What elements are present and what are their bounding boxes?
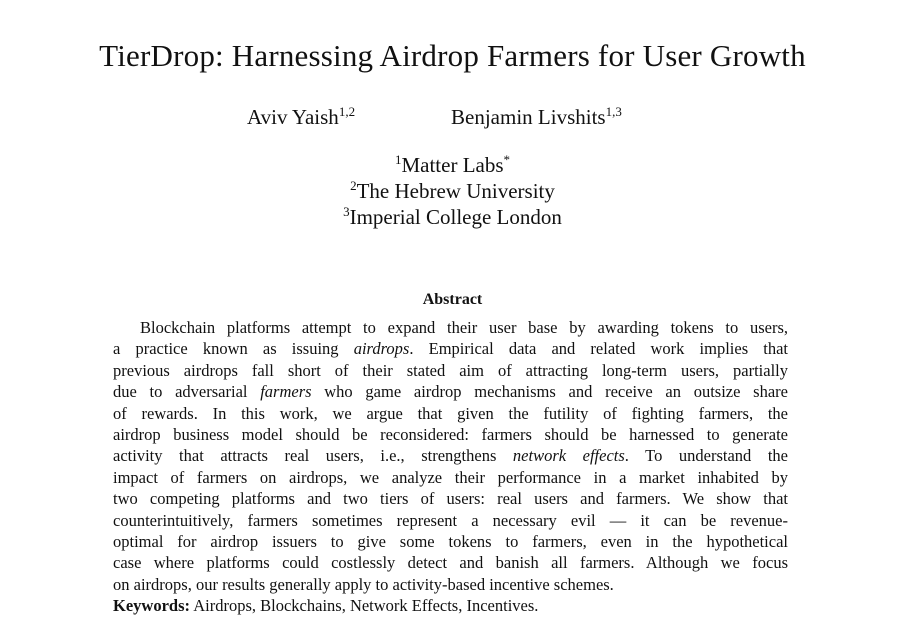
abstract-text: counterintuitively, farmers sometimes represent a necessary evil — it can be revenue- (113, 510, 788, 530)
abstract-text: two competing platforms and two tiers of users: real users and farmers. We show that (113, 489, 788, 509)
author-1 (247, 105, 355, 130)
author-1-affiliation-marks: 1,2 (338, 104, 356, 119)
abstract-text: . To understand the (624, 446, 788, 466)
abstract-line (113, 552, 788, 573)
affiliation-3-number: 3 (343, 204, 350, 219)
abstract-text: . Empirical data and related work implies that (409, 339, 789, 359)
abstract-text: a practice known as issuing (113, 339, 354, 359)
abstract-line (113, 360, 788, 381)
term-farmers: farmers (260, 382, 312, 402)
abstract-text: case where platforms could costlessly detect and banish all farmers. Although we focus (113, 553, 788, 573)
affiliation-2 (0, 178, 905, 204)
abstract-text: on airdrops, our results generally apply to activity-based incentive schemes. (113, 574, 614, 594)
affiliation-3-name: Imperial College London (349, 205, 562, 229)
abstract-line (113, 338, 788, 359)
abstract-line (113, 488, 788, 509)
affiliation-2-number: 2 (350, 178, 357, 193)
abstract-line (113, 381, 788, 402)
abstract-text: impact of farmers on airdrops, we analyze their performance in a market inhabited by (113, 467, 788, 487)
abstract-line (113, 467, 788, 488)
affiliation-1-footnote-mark: * (503, 152, 511, 167)
affiliation-list (0, 152, 905, 230)
keywords-text: Airdrops, Blockchains, Network Effects, Incentives. (193, 596, 539, 616)
abstract-text: of rewards. In this work, we argue that given the futility of fighting farmers, the (113, 403, 788, 423)
abstract-line (113, 445, 788, 466)
abstract-line (113, 424, 788, 445)
affiliation-3 (0, 204, 905, 230)
author-2-affiliation-marks: 1,3 (605, 104, 622, 119)
abstract-text: activity that attracts real users, i.e., strengthens (113, 446, 513, 466)
abstract-text: due to adversarial (113, 382, 261, 402)
term-airdrops: airdrops (353, 339, 410, 359)
abstract-body (113, 317, 788, 617)
abstract-line (113, 317, 788, 338)
abstract-text: optimal for airdrop issuers to give some tokens to farmers, even in the hypothetical (113, 532, 788, 552)
author-2-name: Benjamin Livshits (451, 105, 606, 129)
abstract-line (113, 531, 788, 552)
abstract-text: Blockchain platforms attempt to expand their user base by awarding tokens to users, (140, 318, 788, 337)
abstract-line (113, 510, 788, 531)
keywords-label: Keywords: (113, 596, 190, 616)
abstract-heading: Abstract (422, 291, 483, 308)
keywords (113, 595, 788, 616)
author-1-name: Aviv Yaish (247, 105, 339, 129)
abstract-text: airdrop business model should be reconsidered: farmers should be harnessed to generate (113, 425, 788, 445)
affiliation-1-name: Matter Labs (401, 153, 504, 177)
abstract-line (113, 403, 788, 424)
affiliation-1 (0, 152, 905, 178)
abstract-text: previous airdrops fall short of their stated aim of attracting long-term users, partially (113, 360, 788, 380)
paper-title: TierDrop: Harnessing Airdrop Farmers for User Growth (99, 38, 806, 73)
affiliation-2-name: The Hebrew University (356, 179, 555, 203)
abstract-text: who game airdrop mechanisms and receive an outsize share (311, 382, 788, 402)
author-2 (451, 105, 622, 130)
affiliation-1-number: 1 (394, 152, 402, 167)
abstract-line (113, 574, 788, 595)
term-network-effects: network effects (512, 446, 625, 466)
